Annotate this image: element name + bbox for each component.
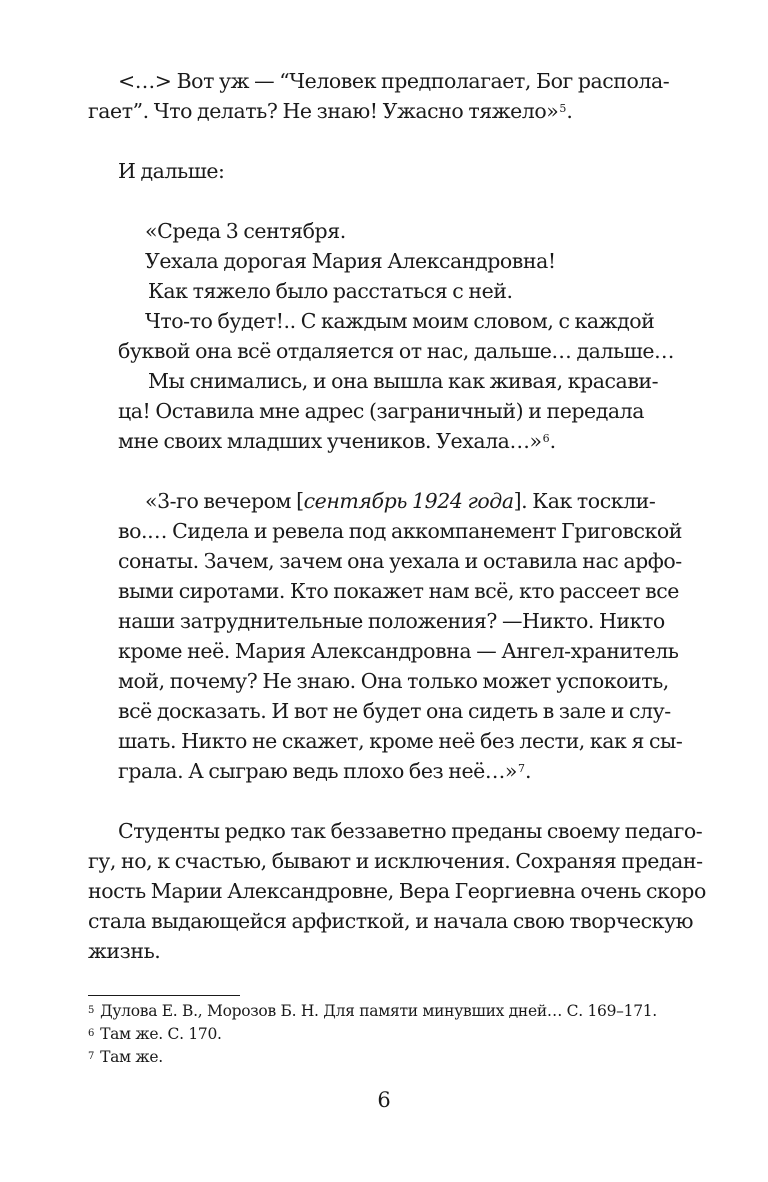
text-line: выми сиротами. Кто покажет нам всё, кто рассеет все (118, 579, 679, 603)
footnote-divider (88, 995, 240, 996)
text-line: стала выдающейся арфисткой, и начала свою творческую (88, 909, 694, 933)
text-line: гает”. Что делать? Не знаю! Ужасно тяжело»$^5$. (88, 99, 573, 123)
footnotes (88, 1000, 706, 1069)
footnote-item: $^6$ Там же. С. 170. (88, 1025, 222, 1043)
footnote-item: $^7$ Там же. (88, 1048, 163, 1066)
footnote-item: $^5$ Дулова Е. В., Морозов Б. Н. Для памяти минувших дней… С. 169–171. (88, 1002, 657, 1020)
text-line: «3-го вечером [сентябрь 1924 года]. Как тоскли- (145, 489, 656, 513)
text-line: жизнь. (88, 939, 161, 963)
text-line: наши затруднительные положения? —Никто. Никто (118, 609, 665, 633)
footnote-ref[interactable]: 6 (542, 432, 550, 445)
text-line: Что-то будет!.. С каждым моим словом, с каждой (145, 309, 655, 333)
text-line: «Среда 3 сентября. (145, 219, 346, 243)
text-line: грала. А сыграю ведь плохо без неё…»$^7$. (118, 759, 532, 783)
text-line: шать. Никто не скажет, кроме неё без лести, как я сы- (118, 729, 683, 753)
text-line: ность Марии Александровне, Вера Георгиевна очень скоро (88, 879, 706, 903)
page-body (88, 66, 706, 966)
text-line: сонаты. Зачем, зачем она уехала и оставила нас арфо- (118, 549, 682, 573)
text-line: во.… Сидела и ревела под аккомпанемент Григовской (118, 519, 682, 543)
text-line: Как тяжело было расстаться с ней. (148, 279, 513, 303)
footnote-ref[interactable]: 5 (559, 102, 567, 115)
text-line: мой, почему? Не знаю. Она только может успокоить, (118, 669, 669, 693)
text-line: ца! Оставила мне адрес (заграничный) и передала (118, 399, 645, 423)
text-line: <…> Вот уж — “Человек предполагает, Бог распола- (118, 69, 670, 93)
page-number: 6 (377, 1088, 391, 1112)
text-line: кроме неё. Мария Александровна — Ангел-хранитель (118, 639, 679, 663)
text-line: буквой она всё отдаляется от нас, дальше… дальше… (118, 339, 675, 363)
text-line: мне своих младших учеников. Уехала…»$^6$. (118, 429, 556, 453)
text-line: гу, но, к счастью, бывают и исключения. Сохраняя предан- (88, 849, 703, 873)
text-line: Мы снимались, и она вышла как живая, красави- (148, 369, 659, 393)
text-line: Уехала дорогая Мария Александровна! (145, 249, 556, 273)
footnote-ref[interactable]: 7 (518, 762, 526, 775)
text-line: Студенты редко так беззаветно преданы своему педаго- (118, 819, 703, 843)
text-line: всё досказать. И вот не будет она сидеть в зале и слу- (118, 699, 671, 723)
text-line: И дальше: (118, 159, 225, 183)
